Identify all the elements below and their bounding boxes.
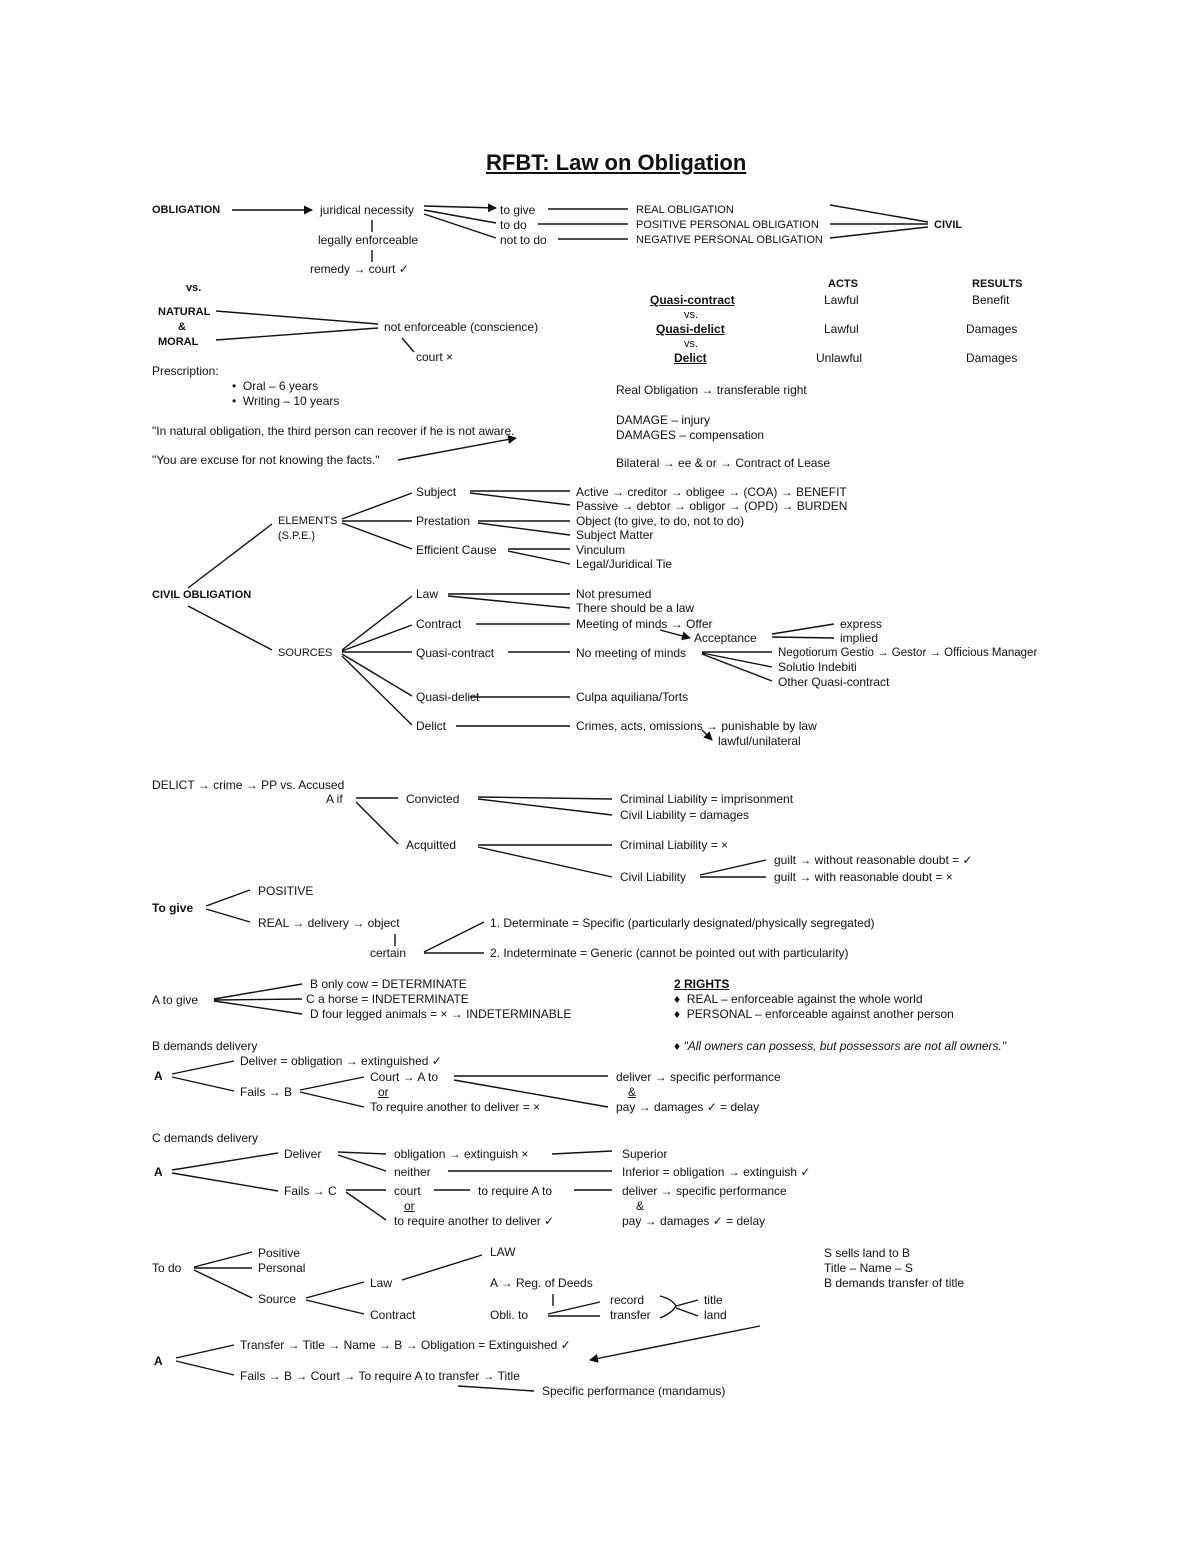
real-obligation-label: REAL OBLIGATION xyxy=(636,204,734,216)
legal-tie-label: Legal/Juridical Tie xyxy=(576,557,673,571)
to-give-head: To give xyxy=(152,901,194,915)
c-neither-label: neither xyxy=(394,1165,431,1179)
b-court-label: Court → A to xyxy=(370,1070,439,1084)
do-reg-deeds: A → Reg. of Deeds xyxy=(490,1276,593,1290)
quasi-contract-text: Quasi-contract xyxy=(650,293,735,307)
should-be-law-label: There should be a law xyxy=(576,601,695,615)
acquitted-label: Acquitted xyxy=(406,838,457,852)
b-demands-head: B demands delivery xyxy=(152,1039,258,1053)
b-pay-label: pay → damages ✓ = delay xyxy=(616,1100,760,1114)
criminal-x: Criminal Liability = × xyxy=(620,838,729,852)
oral-label: Oral – 6 years xyxy=(242,379,319,393)
quasi-delict-result: Damages xyxy=(966,322,1018,336)
quasi-delict-term: Quasi-delict xyxy=(656,322,725,336)
oral-item: • Oral – 6 years xyxy=(232,379,319,393)
guilt-without: guilt → without reasonable doubt = ✓ xyxy=(774,853,973,867)
c-amp-label: & xyxy=(636,1199,645,1213)
prescription-label: Prescription: xyxy=(152,364,219,378)
civil-liability: Civil Liability xyxy=(620,870,687,884)
legally-label: legally enforceable xyxy=(318,233,419,247)
c-superior-label: Superior xyxy=(622,1147,668,1161)
title-name-label: Title – Name – S xyxy=(824,1261,913,1275)
amp-label: & xyxy=(178,321,186,333)
express-label: express xyxy=(840,617,883,631)
natural-label: NATURAL xyxy=(158,306,211,318)
certain-label: certain xyxy=(370,946,407,960)
c-fails-label: Fails → C xyxy=(284,1184,337,1198)
b-fails-label: Fails → B xyxy=(240,1085,293,1099)
efficient-cause-label: Efficient Cause xyxy=(416,543,497,557)
c-or-label: or xyxy=(404,1199,415,1213)
spe-label: (S.P.E.) xyxy=(278,530,316,542)
real-delivery-label: REAL → delivery → object xyxy=(258,916,400,930)
civil-label: CIVIL xyxy=(934,219,963,231)
negotiorum-label: Negotiorum Gestio → Gestor → Officious Manager xyxy=(778,647,1038,659)
rights-header: 2 RIGHTS xyxy=(674,977,730,991)
delict-result: Damages xyxy=(966,351,1018,365)
do-land-label: land xyxy=(704,1308,727,1322)
do-record-label: record xyxy=(610,1293,645,1307)
negative-obligation-label: NEGATIVE PERSONAL OBLIGATION xyxy=(636,234,823,246)
determinate-label: 1. Determinate = Specific (particularly designated/physically segregated) xyxy=(490,916,875,930)
damage-note: DAMAGE – injury xyxy=(616,413,711,427)
no-meeting-label: No meeting of minds xyxy=(576,646,687,660)
delict-head: DELICT → crime → PP vs. Accused xyxy=(152,778,345,792)
active-label: Active → creditor → obligee → (COA) → BENEFIT xyxy=(576,485,847,499)
quote-excuse: "You are excuse for not knowing the facts." xyxy=(152,453,380,467)
owners-quote: "All owners can possess, but possessors are not all owners." xyxy=(683,1039,1007,1053)
court-x-label: court × xyxy=(416,350,454,364)
b-deliver-label: Deliver = obligation → extinguished ✓ xyxy=(240,1054,442,1068)
c-require-another: to require another to deliver ✓ xyxy=(394,1214,555,1228)
juridical-label: juridical necessity xyxy=(320,203,415,217)
obligation-label: OBLIGATION xyxy=(152,204,221,216)
criminal-imprisonment: Criminal Liability = imprisonment xyxy=(620,792,794,806)
c-deliver-label: Deliver xyxy=(284,1147,322,1161)
c-specific-label: deliver → specific performance xyxy=(622,1184,787,1198)
b-require-label: To require another to deliver = × xyxy=(370,1100,541,1114)
acceptance-label: Acceptance xyxy=(694,631,757,645)
vs-1: vs. xyxy=(684,309,699,321)
do-contract-label: Contract xyxy=(370,1308,416,1322)
other-qc-label: Other Quasi-contract xyxy=(778,675,890,689)
solutio-label: Solutio Indebiti xyxy=(778,660,857,674)
acts-header: ACTS xyxy=(828,278,858,290)
damages-note: DAMAGES – compensation xyxy=(616,428,765,442)
positive-obligation-label: POSITIVE PERSONAL OBLIGATION xyxy=(636,219,819,231)
lawful-unilateral-label: lawful/unilateral xyxy=(718,734,801,748)
c-obligation-x: obligation → extinguish × xyxy=(394,1147,529,1161)
vs-label: vs. xyxy=(186,282,202,294)
b-demands-transfer: B demands transfer of title xyxy=(824,1276,965,1290)
c-a-label: A xyxy=(154,1165,163,1179)
subject-label: Subject xyxy=(416,485,457,499)
real-right-item: ♦ REAL – enforceable against the whole world xyxy=(674,992,923,1006)
do-a-label: A xyxy=(154,1354,163,1368)
to-do-label: to do xyxy=(500,218,527,232)
do-transfer-label: transfer xyxy=(610,1308,651,1322)
vs-2: vs. xyxy=(684,338,699,350)
quasi-contract-result: Benefit xyxy=(972,293,1010,307)
not-enforceable-label: not enforceable (conscience) xyxy=(384,320,539,334)
d-four-label: D four legged animals = × → INDETERMINABLE xyxy=(310,1007,572,1021)
do-source-label: Source xyxy=(258,1292,297,1306)
do-title-label: title xyxy=(704,1293,723,1307)
to-do-head: To do xyxy=(152,1261,182,1275)
page-title: RFBT: Law on Obligation xyxy=(486,150,747,175)
c-pay-label: pay → damages ✓ = delay xyxy=(622,1214,766,1228)
not-presumed-label: Not presumed xyxy=(576,587,652,601)
do-law-label: Law xyxy=(370,1276,393,1290)
vinculum-label: Vinculum xyxy=(576,543,626,557)
not-to-do-label: not to do xyxy=(500,233,547,247)
implied-label: implied xyxy=(840,631,879,645)
sources-label: SOURCES xyxy=(278,647,333,659)
remedy-label: remedy → court ✓ xyxy=(310,262,409,276)
convicted-label: Convicted xyxy=(406,792,460,806)
indeterminate-label: 2. Indeterminate = Generic (cannot be pointed out with particularity) xyxy=(490,946,849,960)
source-contract: Contract xyxy=(416,617,462,631)
quote-natural: "In natural obligation, the third person can recover if he is not aware. xyxy=(152,424,515,438)
civil-obligation-label: CIVIL OBLIGATION xyxy=(152,589,252,601)
prestation-label: Prestation xyxy=(416,514,471,528)
a-if-label: A if xyxy=(326,792,343,806)
personal-right-label: PERSONAL – enforceable against another person xyxy=(686,1007,954,1021)
quasi-contract-act: Lawful xyxy=(824,293,859,307)
b-amp-label: & xyxy=(628,1085,637,1099)
source-quasi-delict: Quasi-delict xyxy=(416,690,480,704)
s-sells-label: S sells land to B xyxy=(824,1246,911,1260)
writing-label: Writing – 10 years xyxy=(242,394,340,408)
results-header: RESULTS xyxy=(972,278,1023,290)
b-specific-label: deliver → specific performance xyxy=(616,1070,781,1084)
civil-damages: Civil Liability = damages xyxy=(620,808,750,822)
do-personal-label: Personal xyxy=(258,1261,306,1275)
specific-mandamus: Specific performance (mandamus) xyxy=(542,1384,726,1398)
positive-label: POSITIVE xyxy=(258,884,314,898)
a-to-give-label: A to give xyxy=(152,993,199,1007)
passive-label: Passive → debtor → obligor → (OPD) → BURDEN xyxy=(576,499,848,513)
subject-matter-label: Subject Matter xyxy=(576,528,654,542)
c-to-require-label: to require A to xyxy=(478,1184,553,1198)
culpa-label: Culpa aquiliana/Torts xyxy=(576,690,689,704)
to-give-label: to give xyxy=(500,203,536,217)
meeting-label: Meeting of minds → Offer xyxy=(576,617,713,631)
delict-term: Delict xyxy=(674,351,707,365)
source-quasi-contract: Quasi-contract xyxy=(416,646,495,660)
crimes-label: Crimes, acts, omissions → punishable by law xyxy=(576,719,817,733)
owners-quote-item: ♦ "All owners can possess, but possessors are not all owners." xyxy=(674,1039,1007,1053)
personal-right-item: ♦ PERSONAL – enforceable against another person xyxy=(674,1007,954,1021)
c-demands-head: C demands delivery xyxy=(152,1131,259,1145)
bilateral-note: Bilateral → ee & or → Contract of Lease xyxy=(616,456,831,470)
real-right-label: REAL – enforceable against the whole world xyxy=(686,992,923,1006)
quasi-contract-term xyxy=(650,293,735,307)
c-inferior-label: Inferior = obligation → extinguish ✓ xyxy=(622,1165,811,1179)
transfer-line: Transfer → Title → Name → B → Obligation = Extinguished ✓ xyxy=(240,1338,571,1352)
quasi-delict-act: Lawful xyxy=(824,322,859,336)
fails-line: Fails → B → Court → To require A to transfer → Title xyxy=(240,1369,520,1383)
writing-item: • Writing – 10 years xyxy=(232,394,340,408)
delict-act: Unlawful xyxy=(816,351,863,365)
real-obligation-note: Real Obligation → transferable right xyxy=(616,383,807,397)
do-obli-label: Obli. to xyxy=(490,1308,529,1322)
b-or-label: or xyxy=(378,1085,389,1099)
b-cow-label: B only cow = DETERMINATE xyxy=(310,977,467,991)
object-label: Object (to give, to do, not to do) xyxy=(576,514,745,528)
source-delict: Delict xyxy=(416,719,447,733)
elements-label: ELEMENTS xyxy=(278,515,338,527)
moral-label: MORAL xyxy=(158,336,199,348)
c-horse-label: C a horse = INDETERMINATE xyxy=(306,992,469,1006)
c-court-label: court xyxy=(394,1184,421,1198)
b-a-label: A xyxy=(154,1069,163,1083)
guilt-with: guilt → with reasonable doubt = × xyxy=(774,870,953,884)
source-law: Law xyxy=(416,587,439,601)
do-positive-label: Positive xyxy=(258,1246,301,1260)
do-law-caps: LAW xyxy=(490,1245,516,1259)
